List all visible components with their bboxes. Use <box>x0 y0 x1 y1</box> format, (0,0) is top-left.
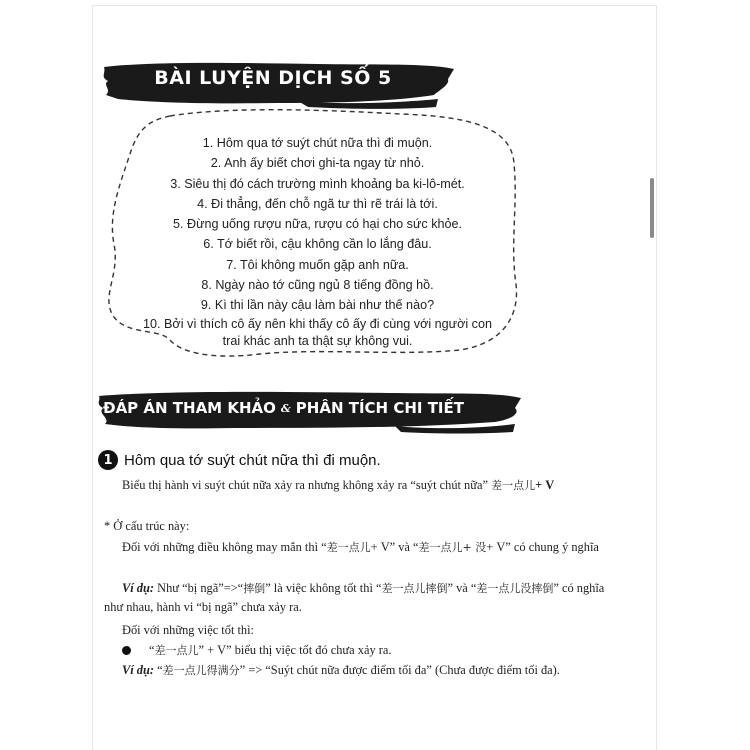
exercise-list <box>135 133 500 351</box>
paragraph-unlucky-case: Đối với những điều không may mắn thì “差一点儿+ V” và “差一点儿+ 没+ V” có chung ý nghĩa <box>122 540 599 554</box>
paragraph-example-1: Ví dụ: Như “bị ngã”=>“摔倒” là việc không tốt thì “差一点儿摔倒” và “差一点儿没摔倒” có nghĩa như nhau, hành vi “bị ngã” chưa xảy ra. <box>104 581 605 614</box>
bullet-dot-icon <box>122 646 131 655</box>
exercise-item: 3. Siêu thị đó cách trường mình khoảng ba ki-lô-mét. <box>170 176 465 191</box>
paragraph-definition: Biểu thị hành vi suýt chút nữa xảy ra nhưng không xảy ra “suýt chút nữa” 差一点儿+ V <box>122 478 555 492</box>
scrollbar-thumb[interactable] <box>650 178 654 238</box>
exercise-item: 6. Tớ biết rồi, cậu không cần lo lắng đâu. <box>203 237 432 252</box>
exercise-item: 5. Đừng uống rượu nữa, rượu có hại cho sức khỏe. <box>173 217 462 232</box>
paragraph-example-2: Ví dụ: “差一点儿得满分” => “Suýt chút nữa được điểm tối đa” (Chưa được điểm tối đa). <box>122 663 560 677</box>
exercise-title: BÀI LUYỆN DỊCH SỐ 5 <box>154 67 392 89</box>
section-number-badge: 1 <box>98 450 118 470</box>
exercise-item: 8. Ngày nào tớ cũng ngủ 8 tiếng đồng hồ. <box>201 278 434 293</box>
answer-header <box>103 393 503 423</box>
paragraph-good-case: Đối với những việc tốt thì: <box>122 623 255 637</box>
exercise-item: 10. Bởi vì thích cô ấy nên khi thấy cô ấy đi cùng với người con trai khác anh ta thật sự không vui. <box>143 316 492 349</box>
answer-header-part1: ĐÁP ÁN THAM KHẢO <box>103 399 276 417</box>
exercise-item: 9. Kì thi lần này cậu làm bài như thế nào? <box>200 298 435 313</box>
exercise-item: 7. Tôi không muốn gặp anh nữa. <box>226 257 409 272</box>
section-heading <box>98 450 381 470</box>
section-title: Hôm qua tớ suýt chút nữa thì đi muộn. <box>124 451 381 469</box>
answer-header-amp: & <box>280 401 291 415</box>
exercise-item: 2. Anh ấy biết chơi ghi-ta ngay từ nhỏ. <box>210 156 425 171</box>
paragraph-structure-note: * Ở cấu trúc này: <box>104 519 190 533</box>
exercise-item: 1. Hôm qua tớ suýt chút nữa thì đi muộn. <box>202 136 433 150</box>
bullet-item: “差一点儿” + V” biểu thị việc tốt đó chưa xảy ra. <box>104 641 614 660</box>
exercise-item: 4. Đi thẳng, đến chỗ ngã tư thì rẽ trái là tới. <box>197 196 438 211</box>
answer-header-part2: PHÂN TÍCH CHI TIẾT <box>295 399 464 417</box>
